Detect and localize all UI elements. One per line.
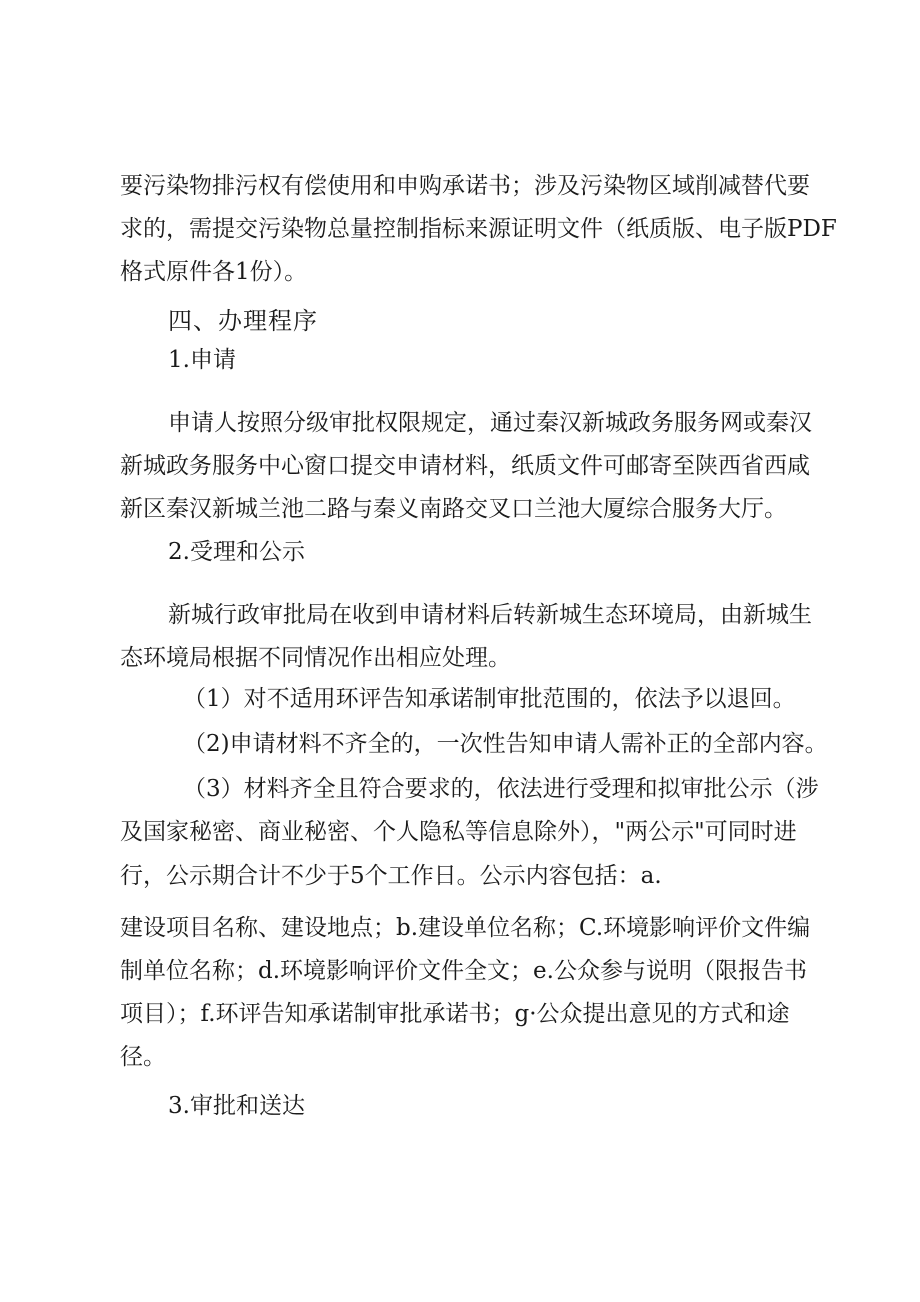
paragraph-line: 新城行政审批局在收到申请材料后转新城生态环境局，由新城生 xyxy=(168,602,812,628)
section-heading: 四、办理程序 xyxy=(168,307,318,335)
list-item: （3）材料齐全且符合要求的，依法进行受理和拟审批公示（涉 xyxy=(183,776,819,802)
step-title: 2.受理和公示 xyxy=(168,539,305,565)
list-item: （1）对不适用环评告知承诺制审批范围的，依法予以退回。 xyxy=(183,686,796,712)
paragraph-line: 及国家秘密、商业秘密、个人隐私等信息除外），"两公示"可同时进 xyxy=(120,819,797,845)
paragraph-line: 新城政务服务中心窗口提交申请材料，纸质文件可邮寄至陕西省西咸 xyxy=(120,453,810,479)
paragraph-line: 项目）；f.环评告知承诺制审批承诺书；g·公众提出意见的方式和途 xyxy=(120,1001,790,1027)
paragraph-line: 制单位名称；d.环境影响评价文件全文；e.公众参与说明（限报告书 xyxy=(120,958,807,984)
paragraph-line: 求的，需提交污染物总量控制指标来源证明文件（纸质版、电子版PDF xyxy=(120,216,837,242)
step-title: 1.申请 xyxy=(168,347,236,373)
paragraph-line: 径。 xyxy=(120,1044,166,1070)
paragraph-line: 新区秦汉新城兰池二路与秦义南路交叉口兰池大厦综合服务大厅。 xyxy=(120,496,787,522)
paragraph-line: 建设项目名称、建设地点；b.建设单位名称；C.环境影响评价文件编 xyxy=(120,915,811,941)
paragraph-line: 行，公示期合计不少于5个工作日。公示内容包括：a. xyxy=(120,863,662,889)
paragraph-line: 要污染物排污权有偿使用和申购承诺书；涉及污染物区域削减替代要 xyxy=(120,173,810,199)
step-title: 3.审批和送达 xyxy=(168,1093,305,1119)
paragraph-line: 格式原件各1份）。 xyxy=(120,259,308,285)
list-item: （2)申请材料不齐全的，一次性告知申请人需补正的全部内容。 xyxy=(183,731,828,757)
paragraph-line: 态环境局根据不同情况作出相应处理。 xyxy=(120,645,511,671)
paragraph-line: 申请人按照分级审批权限规定，通过秦汉新城政务服务网或秦汉 xyxy=(168,410,812,436)
